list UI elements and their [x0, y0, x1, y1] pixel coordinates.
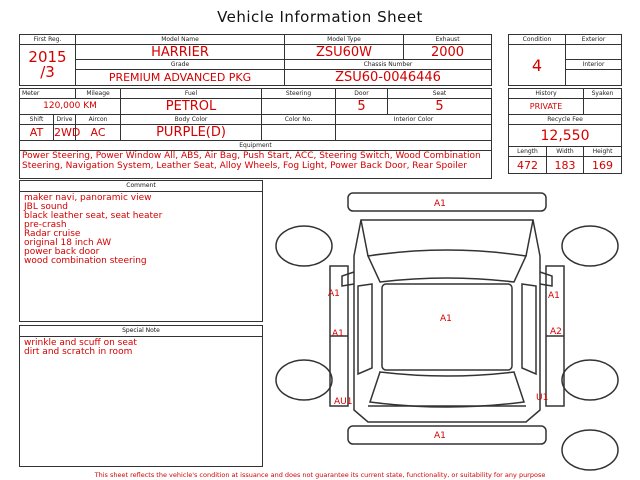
mileage-label: Mileage	[76, 89, 121, 99]
fuel-label: Fuel	[121, 89, 262, 99]
exhaust-label: Exhaust	[404, 35, 492, 45]
front-left-wheel	[276, 226, 332, 266]
grade-value: PREMIUM ADVANCED PKG	[76, 70, 285, 86]
steering-value	[262, 99, 336, 115]
exterior-value	[566, 45, 622, 60]
first-reg-label: First Reg.	[20, 35, 76, 45]
interior-label: Interior	[566, 60, 622, 70]
damage-mark-right-rear: U1	[536, 393, 549, 403]
drive-value: 2WD	[54, 126, 81, 139]
shift-label: Shift	[20, 115, 54, 125]
body-color-value: PURPLE(D)	[121, 125, 262, 141]
exterior-label: Exterior	[566, 35, 622, 45]
special-note-line: dirt and scratch in room	[24, 347, 133, 357]
width-label: Width	[547, 147, 584, 157]
steering-label: Steering	[262, 89, 336, 99]
body-color-label: Body Color	[121, 115, 262, 125]
condition-label: Condition	[509, 35, 566, 45]
comment-line: Radar cruise	[24, 229, 81, 239]
damage-mark-right-front: A1	[548, 291, 560, 301]
recycle-fee-label: Recycle Fee	[509, 115, 622, 125]
equipment-value: Power Steering, Power Window All, ABS, Air Bag, Push Start, ACC, Steering Switch, Wood Combination Steering, Navigation System, Leather Seat, Alloy Wheels, Fog Light, Power Back Door, Rear Spoiler	[20, 151, 492, 179]
chassis-number-label: Chassis Number	[285, 60, 492, 70]
comment-line: original 18 inch AW	[24, 238, 112, 248]
damage-mark-right-mid: A2	[550, 327, 562, 337]
drive-label: Drive	[54, 115, 76, 125]
info-grid-top	[19, 34, 492, 86]
seat-label: Seat	[388, 89, 492, 99]
damage-marks	[328, 199, 562, 441]
car-damage-diagram	[268, 176, 620, 470]
comment-line: maker navi, panoramic view	[24, 193, 152, 203]
comment-line: wood combination steering	[24, 256, 147, 266]
spare-wheel	[562, 430, 618, 470]
height-label: Height	[584, 147, 622, 157]
damage-mark-roof: A1	[440, 314, 452, 324]
length-value: 472	[509, 157, 547, 174]
condition-value: 4	[509, 45, 566, 86]
interior-color-label: Interior Color	[336, 115, 492, 125]
front-right-wheel	[562, 226, 618, 266]
history-grid	[508, 88, 622, 174]
history-label: History	[509, 89, 584, 99]
damage-mark-left-rear: AU1	[334, 397, 353, 407]
meter-label: Meter	[20, 89, 76, 99]
door-value: 5	[336, 99, 388, 115]
recycle-fee-value: 12,550	[509, 125, 622, 147]
aircon-label: Aircon	[76, 115, 121, 125]
exhaust-value: 2000	[404, 45, 492, 60]
condition-grid	[508, 34, 622, 86]
shift-value: AT	[20, 125, 54, 141]
wheel-group	[276, 226, 618, 470]
damage-mark-rear: A1	[434, 431, 446, 441]
height-value: 169	[584, 157, 622, 174]
model-type-value: ZSU60W	[285, 45, 404, 60]
first-reg-month: /3	[40, 63, 55, 81]
special-note-line: wrinkle and scuff on seat	[24, 338, 137, 348]
comment-line: JBL sound	[24, 202, 69, 212]
grade-label: Grade	[76, 60, 285, 70]
comment-line: pre-crash	[24, 220, 67, 230]
comment-line: power back door	[24, 247, 100, 257]
color-no-label: Color No.	[262, 115, 336, 125]
syaken-label: Syaken	[584, 89, 622, 99]
comment-box	[19, 180, 263, 322]
model-name-label: Model Name	[76, 35, 285, 45]
interior-value	[566, 70, 622, 86]
model-type-label: Model Type	[285, 35, 404, 45]
mileage-value: 120,000 KM	[20, 99, 121, 115]
first-reg-year: 2015	[28, 48, 67, 66]
width-value: 183	[547, 157, 584, 174]
damage-mark-left-front: A1	[328, 289, 340, 299]
door-label: Door	[336, 89, 388, 99]
special-note-box	[19, 325, 263, 467]
model-name-value: HARRIER	[76, 45, 285, 60]
info-grid-middle	[19, 88, 492, 179]
comment-label: Comment	[20, 181, 262, 192]
first-reg-value	[20, 45, 76, 86]
damage-mark-front: A1	[434, 199, 446, 209]
damage-mark-left-mid: A1	[332, 329, 344, 339]
color-no-value	[262, 125, 336, 141]
page-title: Vehicle Information Sheet	[217, 8, 423, 26]
length-label: Length	[509, 147, 547, 157]
comment-line: black leather seat, seat heater	[24, 211, 163, 221]
comment-list	[20, 192, 262, 268]
history-value: PRIVATE	[509, 99, 584, 115]
rear-left-wheel	[276, 360, 332, 400]
disclaimer-footer: This sheet reflects the vehicle's condition at issuance and does not guarantee its current state, functionality, or suitability for any purpose	[94, 471, 546, 479]
equipment-label: Equipment	[20, 141, 492, 151]
special-note-list	[20, 337, 262, 359]
syaken-value	[584, 99, 622, 115]
seat-value: 5	[388, 99, 492, 115]
chassis-number-value: ZSU60-0046446	[285, 70, 492, 86]
fuel-value: PETROL	[121, 99, 262, 115]
rear-right-wheel	[562, 360, 618, 400]
special-note-label: Special Note	[20, 326, 262, 337]
aircon-value: AC	[76, 125, 121, 141]
interior-color-value	[336, 125, 492, 141]
